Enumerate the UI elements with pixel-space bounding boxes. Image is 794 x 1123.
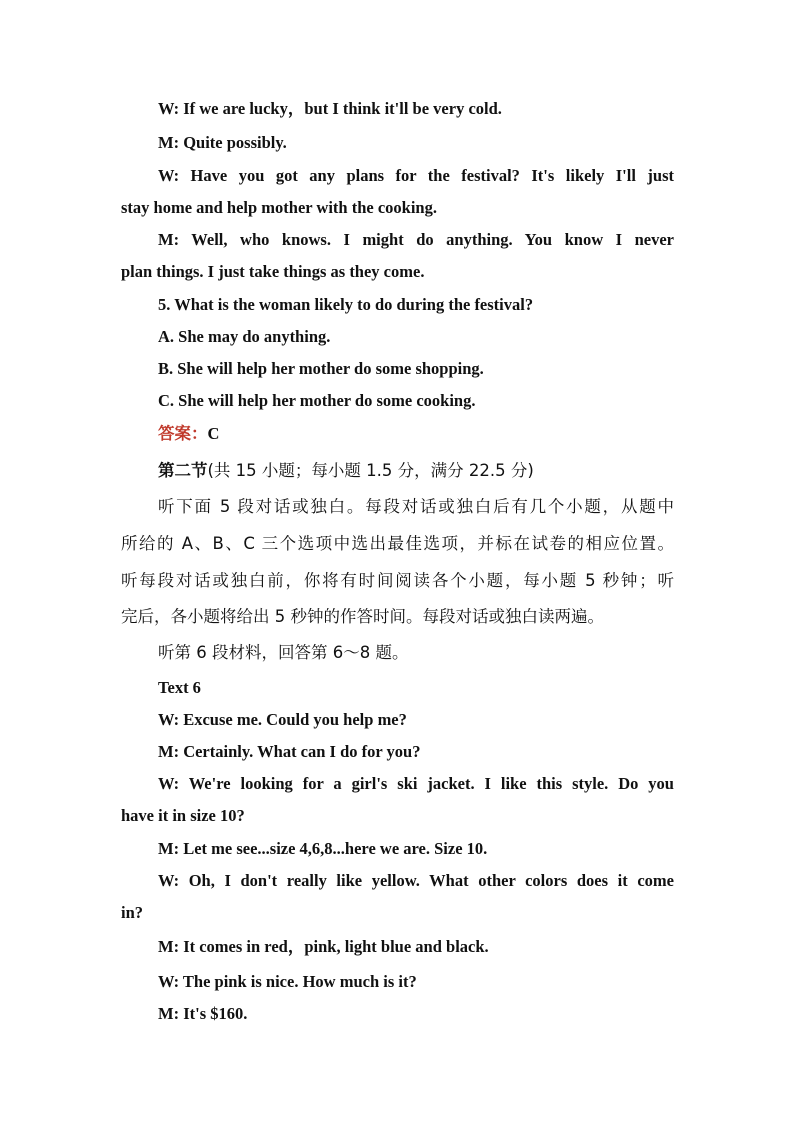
option-b: B. She will help her mother do some shopping. bbox=[158, 359, 484, 378]
dialogue-line: W: We're looking for a girl's ski jacket. I like this style. Do you bbox=[158, 774, 674, 793]
text6-title: Text 6 bbox=[158, 678, 201, 697]
option-a: A. She may do anything. bbox=[158, 327, 331, 346]
dialogue-line: W: Excuse me. Could you help me? bbox=[158, 710, 407, 729]
dialogue-line: M: Let me see...size 4,6,8...here we are. Size 10. bbox=[158, 839, 488, 858]
dialogue-line: in? bbox=[121, 903, 144, 922]
instruction-line: 完后，各小题将给出 5 秒钟的作答时间。每段对话或独白读两遍。 bbox=[121, 607, 604, 626]
dialogue-line: W: Oh, I don't really like yellow. What other colors does it come bbox=[158, 871, 674, 890]
question-5: 5. What is the woman likely to do during the festival? bbox=[158, 295, 534, 314]
section-title: 第二节 bbox=[158, 461, 208, 480]
dialogue-line: M: Certainly. What can I do for you? bbox=[158, 742, 421, 761]
dialogue-line: M: It's $160. bbox=[158, 1004, 248, 1023]
dialogue-line: W: If we are lucky，but I think it'll be very cold. bbox=[158, 99, 502, 118]
answer-line bbox=[158, 423, 674, 445]
dialogue-line: M: It comes in red，pink, light blue and black. bbox=[158, 937, 489, 956]
dialogue-line: W: Have you got any plans for the festival? It's likely I'll just bbox=[158, 166, 674, 185]
dialogue-line: have it in size 10? bbox=[121, 806, 245, 825]
dialogue-line: M: Quite possibly. bbox=[158, 133, 287, 152]
dialogue-line: stay home and help mother with the cooking. bbox=[121, 198, 437, 217]
section-heading bbox=[158, 460, 674, 482]
answer-value: C bbox=[207, 424, 220, 443]
dialogue-line: W: The pink is nice. How much is it? bbox=[158, 972, 417, 991]
dialogue-line: plan things. I just take things as they come. bbox=[121, 262, 425, 281]
instruction-line: 所给的 A、B、C 三个选项中选出最佳选项，并标在试卷的相应位置。 bbox=[121, 534, 674, 553]
material-intro: 听第 6 段材料，回答第 6～8 题。 bbox=[158, 643, 409, 662]
dialogue-line: M: Well, who knows. I might do anything. You know I never bbox=[158, 230, 674, 249]
option-c: C. She will help her mother do some cooking. bbox=[158, 391, 476, 410]
instruction-line: 听下面 5 段对话或独白。每段对话或独白后有几个小题，从题中 bbox=[158, 497, 674, 516]
answer-label: 答案： bbox=[158, 424, 208, 443]
section-detail: (共 15 小题；每小题 1.5 分，满分 22.5 分) bbox=[207, 461, 534, 480]
instruction-line: 听每段对话或独白前，你将有时间阅读各个小题，每小题 5 秒钟；听 bbox=[121, 571, 674, 590]
